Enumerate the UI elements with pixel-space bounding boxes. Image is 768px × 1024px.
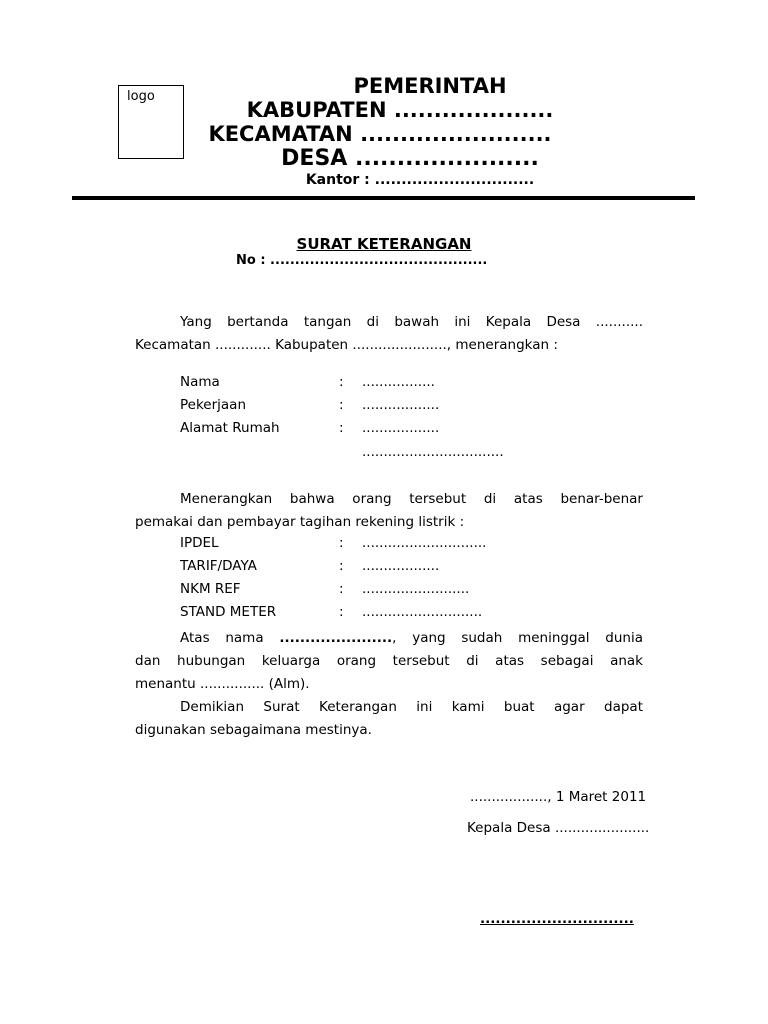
field-label-pekerjaan: Pekerjaan bbox=[180, 397, 247, 413]
logo-label: logo bbox=[127, 89, 155, 104]
statement-line-1: Menerangkan bahwa orang tersebut di atas benar-benar bbox=[180, 491, 643, 507]
field-label-nkm: NKM REF bbox=[180, 581, 241, 597]
statement-line-2: pemakai dan pembayar tagihan rekening listrik : bbox=[135, 514, 465, 530]
field-colon: : bbox=[339, 558, 344, 574]
field-value-alamat: .................. bbox=[362, 420, 440, 436]
atas-nama-line-1 bbox=[180, 627, 643, 650]
field-colon: : bbox=[339, 535, 344, 551]
field-value-tarif: .................. bbox=[362, 558, 440, 574]
field-label-alamat: Alamat Rumah bbox=[180, 420, 280, 436]
field-value-alamat-extra: ................................. bbox=[362, 444, 504, 460]
header-kecamatan: KECAMATAN ........................ bbox=[208, 122, 552, 146]
field-value-ipdel: ............................. bbox=[362, 535, 487, 551]
field-label-stand: STAND METER bbox=[180, 604, 277, 620]
atas-nama-suffix: , yang sudah meninggal dunia bbox=[392, 630, 643, 646]
field-colon: : bbox=[339, 420, 344, 436]
field-colon: : bbox=[339, 604, 344, 620]
header-government: PEMERINTAH bbox=[353, 74, 507, 98]
header-kabupaten: KABUPATEN .................... bbox=[246, 98, 554, 122]
closing-line-2: digunakan sebagaimana mestinya. bbox=[135, 722, 372, 738]
signature-role: Kepala Desa ...................... bbox=[467, 820, 650, 836]
signature-date: .................., 1 Maret 2011 bbox=[470, 789, 647, 805]
field-value-pekerjaan: .................. bbox=[362, 397, 440, 413]
intro-line-2: Kecamatan ............. Kabupaten ......................, menerangkan : bbox=[135, 337, 558, 353]
field-colon: : bbox=[339, 397, 344, 413]
field-label-ipdel: IPDEL bbox=[180, 535, 219, 551]
document-number: No : ............................................ bbox=[236, 253, 488, 268]
letterhead-divider bbox=[72, 196, 695, 200]
atas-nama-name: ...................... bbox=[279, 630, 393, 646]
atas-nama-line-2: dan hubungan keluarga orang tersebut di atas sebagai anak bbox=[135, 653, 643, 669]
field-label-nama: Nama bbox=[180, 374, 220, 390]
header-kantor: Kantor : .............................. bbox=[305, 172, 535, 188]
field-value-stand: ............................ bbox=[362, 604, 483, 620]
intro-line-1: Yang bertanda tangan di bawah ini Kepala Desa ........... bbox=[180, 314, 643, 330]
atas-nama-prefix: Atas nama bbox=[180, 630, 280, 646]
signature-name: .............................. bbox=[480, 911, 634, 927]
header-desa: DESA ...................... bbox=[281, 146, 539, 171]
atas-nama-line-3: menantu ............... (Alm). bbox=[135, 676, 310, 692]
field-label-tarif: TARIF/DAYA bbox=[180, 558, 257, 574]
field-colon: : bbox=[339, 374, 344, 390]
document-title: SURAT KETERANGAN bbox=[296, 235, 472, 253]
field-value-nama: ................. bbox=[362, 374, 435, 390]
field-value-nkm: ......................... bbox=[362, 581, 470, 597]
closing-line-1: Demikian Surat Keterangan ini kami buat agar dapat bbox=[180, 699, 643, 715]
field-colon: : bbox=[339, 581, 344, 597]
